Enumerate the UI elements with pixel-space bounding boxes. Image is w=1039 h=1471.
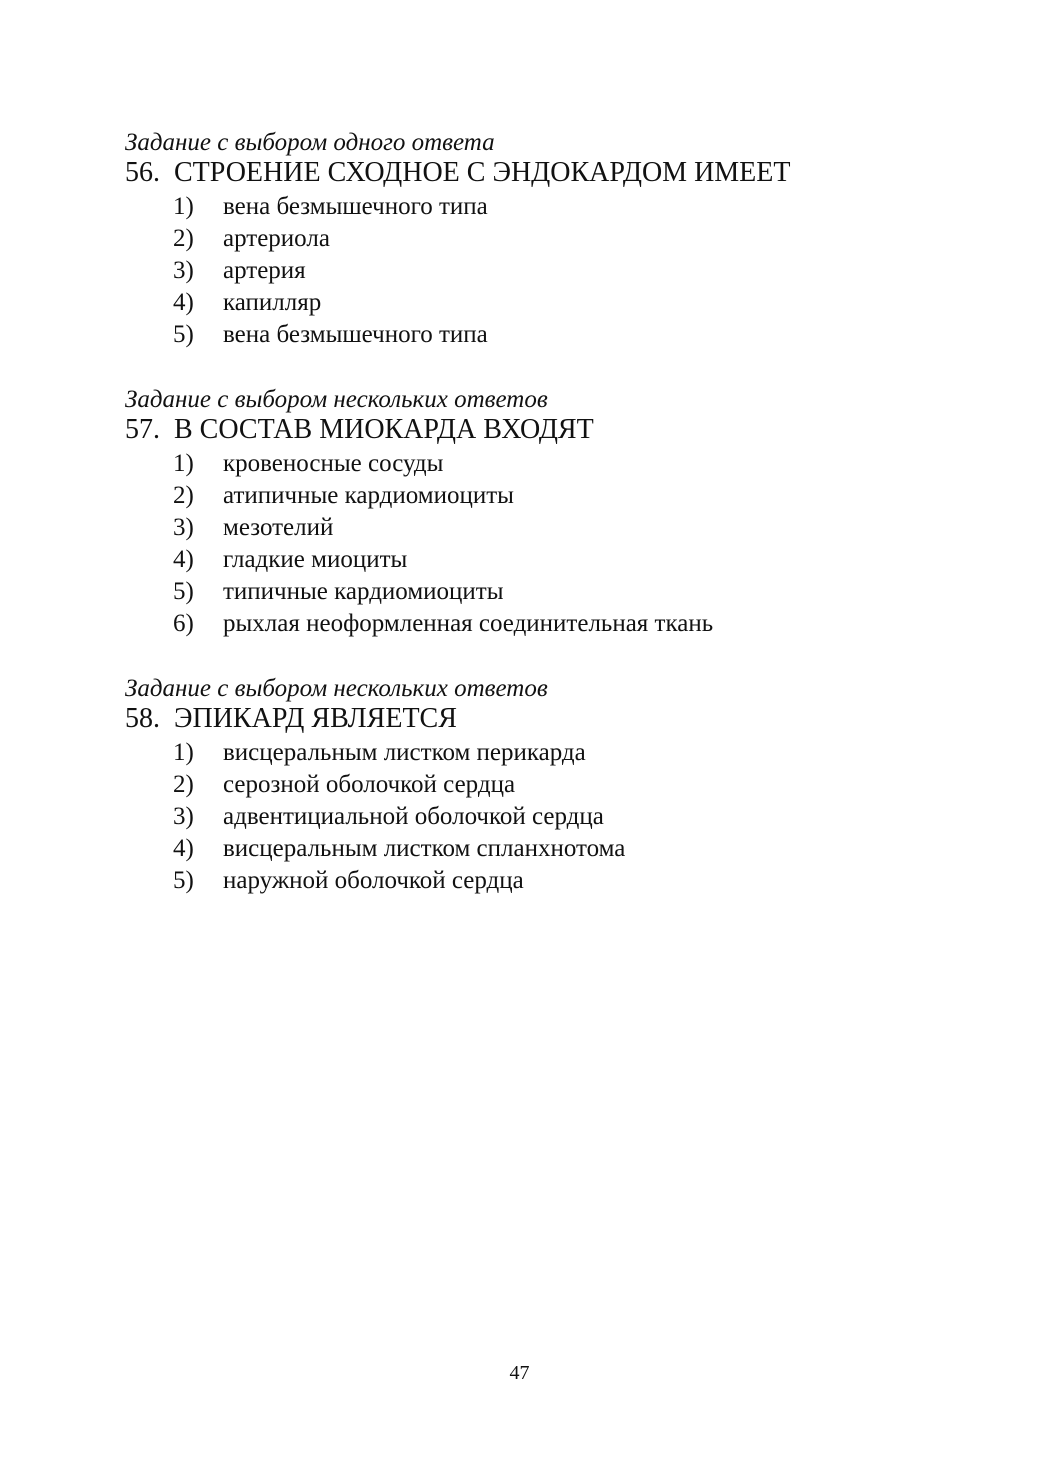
option-text: кровеносные сосуды <box>223 450 444 477</box>
answer-option <box>173 223 985 255</box>
question-56 <box>125 128 985 351</box>
option-number: 1) <box>173 193 194 220</box>
answer-option <box>173 769 985 801</box>
option-text: наружной оболочкой сердца <box>223 867 524 894</box>
option-text: артериола <box>223 225 330 252</box>
answer-option <box>173 448 985 480</box>
answer-option <box>173 287 985 319</box>
answer-options <box>125 191 985 351</box>
question-number: 57. <box>125 414 160 445</box>
option-number: 6) <box>173 610 194 637</box>
question-number: 56. <box>125 157 160 188</box>
question-instruction: Задание с выбором одного ответа <box>125 129 495 156</box>
option-number: 1) <box>173 739 194 766</box>
answer-option <box>173 255 985 287</box>
option-number: 4) <box>173 546 194 573</box>
option-text: мезотелий <box>223 514 334 541</box>
answer-option <box>173 737 985 769</box>
option-number: 4) <box>173 289 194 316</box>
answer-options <box>125 448 985 640</box>
question-text: ЭПИКАРД ЯВЛЯЕТСЯ <box>174 703 457 734</box>
option-text: висцеральным листком перикарда <box>223 739 586 766</box>
answer-option <box>173 608 985 640</box>
question-instruction: Задание с выбором нескольких ответов <box>125 675 548 702</box>
option-number: 4) <box>173 835 194 862</box>
option-number: 5) <box>173 578 194 605</box>
option-text: гладкие миоциты <box>223 546 408 573</box>
option-number: 2) <box>173 482 194 509</box>
answer-option <box>173 801 985 833</box>
answer-option <box>173 191 985 223</box>
option-number: 1) <box>173 450 194 477</box>
question-text: СТРОЕНИЕ СХОДНОЕ С ЭНДОКАРДОМ ИМЕЕТ <box>174 157 791 188</box>
answer-options <box>125 737 985 897</box>
question-number: 58. <box>125 703 160 734</box>
option-text: адвентициальной оболочкой сердца <box>223 803 604 830</box>
page-number: 47 <box>509 1362 530 1384</box>
option-number: 3) <box>173 514 194 541</box>
answer-option <box>173 544 985 576</box>
option-number: 3) <box>173 257 194 284</box>
option-number: 2) <box>173 771 194 798</box>
option-text: капилляр <box>223 289 322 316</box>
answer-option <box>173 512 985 544</box>
question-instruction: Задание с выбором нескольких ответов <box>125 386 548 413</box>
question-stem <box>125 703 985 735</box>
question-text: В СОСТАВ МИОКАРДА ВХОДЯТ <box>174 414 594 445</box>
option-number: 2) <box>173 225 194 252</box>
option-text: артерия <box>223 257 306 284</box>
answer-option <box>173 576 985 608</box>
question-stem <box>125 414 985 446</box>
answer-option <box>173 865 985 897</box>
option-text: вена безмышечного типа <box>223 321 488 348</box>
option-number: 5) <box>173 867 194 894</box>
option-text: типичные кардиомиоциты <box>223 578 504 605</box>
question-57 <box>125 385 985 640</box>
option-text: атипичные кардиомиоциты <box>223 482 514 509</box>
answer-option <box>173 833 985 865</box>
question-stem <box>125 157 985 189</box>
answer-option <box>173 480 985 512</box>
question-58 <box>125 674 985 897</box>
option-text: вена безмышечного типа <box>223 193 488 220</box>
option-number: 5) <box>173 321 194 348</box>
option-text: рыхлая неоформленная соединительная ткань <box>223 610 714 637</box>
option-number: 3) <box>173 803 194 830</box>
option-text: висцеральным листком спланхнотома <box>223 835 626 862</box>
answer-option <box>173 319 985 351</box>
option-text: серозной оболочкой сердца <box>223 771 516 798</box>
